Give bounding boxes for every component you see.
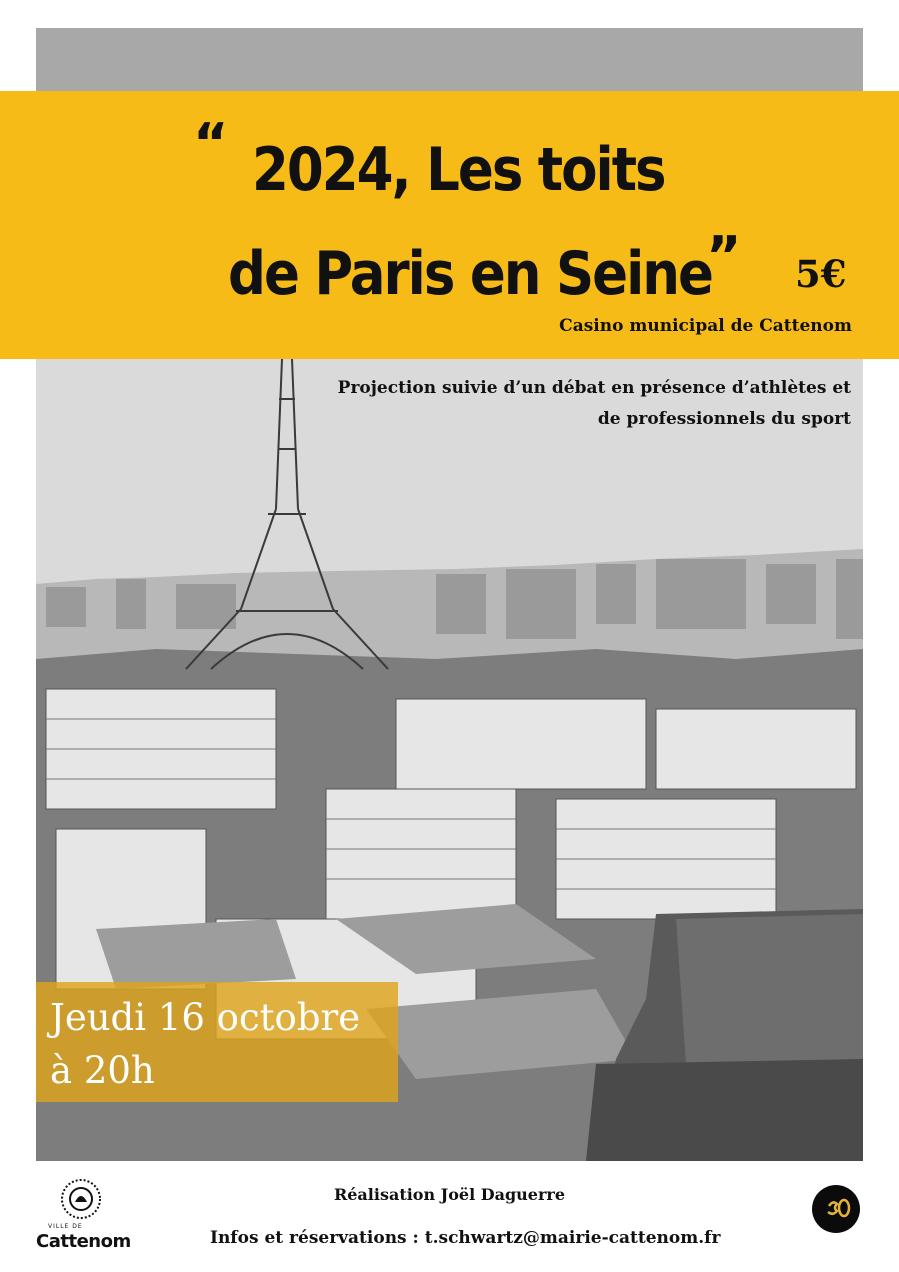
- date-line-1: Jeudi 16 octobre: [50, 996, 361, 1039]
- subtitle: [291, 373, 851, 435]
- 30-years-badge-icon: [811, 1184, 861, 1234]
- logo-city-name: Cattenom: [36, 1231, 131, 1252]
- credit: Réalisation Joël Daguerre: [333, 1185, 566, 1204]
- closing-quote: ”: [706, 225, 742, 288]
- opening-quote: “: [193, 112, 229, 175]
- subtitle-line-2: de professionnels du sport: [597, 409, 851, 429]
- title-line-2: de Paris en Seine: [228, 240, 712, 309]
- infos-reservations: Infos et réservations : t.schwartz@mairie-cattenom.fr: [210, 1228, 721, 1248]
- title-line-1: 2024, Les toits: [252, 136, 665, 205]
- top-grey-band: [36, 28, 863, 93]
- venue: Casino municipal de Cattenom: [559, 316, 852, 336]
- subtitle-line-1: Projection suivie d’un débat en présence d’athlètes et: [337, 378, 851, 398]
- price: 5€: [795, 252, 847, 296]
- date-line-2: à 20h: [50, 1049, 155, 1092]
- logo-ville-de: VILLE DE: [48, 1223, 83, 1230]
